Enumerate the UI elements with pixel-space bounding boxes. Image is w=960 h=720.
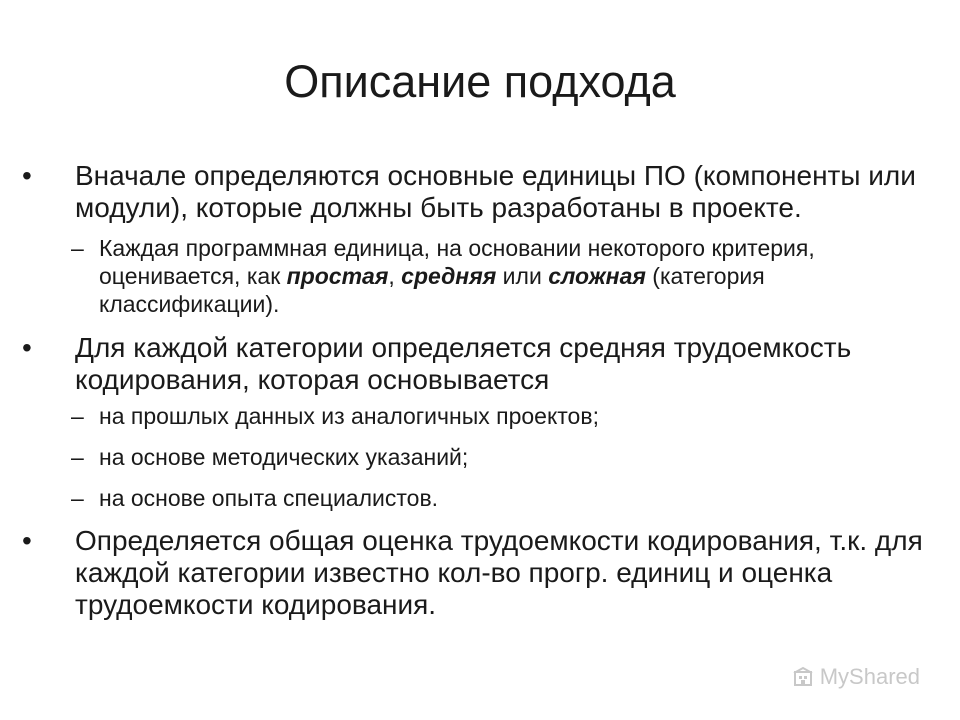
sub-list-item [0,484,960,512]
category-simple: простая [286,263,389,289]
separator: или [496,263,549,289]
separator: , [388,263,402,289]
sub-item-text-end: (категория классификации). [99,263,765,317]
list-item [0,332,960,396]
dash-icon: – [71,485,84,511]
list-item-text: Вначале определяются основные единицы ПО (компоненты или модули), которые должны быть разработаны в проекте. [75,160,916,223]
dash-icon: – [71,403,84,429]
page-title: Описание подхода [284,56,676,107]
sub-list-item [0,443,960,471]
list-item-text: Для каждой категории определяется средняя трудоемкость кодирования, которая основывается [75,332,852,395]
sub-item-text: Каждая программная единица, на основании некоторого критерия, оценивается, как [99,235,815,289]
bullet-icon: • [22,160,32,191]
sub-item-text: на основе опыта специалистов. [99,485,439,511]
sub-list-item [0,234,960,318]
list-item [0,525,960,621]
bullet-icon: • [22,525,32,556]
category-complex: сложная [548,263,646,289]
watermark-text: MyShared [819,664,920,689]
content-body [0,160,960,627]
sub-item-text: на основе методических указаний; [99,444,469,470]
building-icon [792,666,814,688]
list-item-text: Определяется общая оценка трудоемкости кодирования, т.к. для каждой категории известно кол-во прогр. единиц и оценка трудоемкости кодирования. [75,525,923,620]
sub-list-item [0,402,960,430]
watermark [792,664,920,690]
bullet-icon: • [22,332,32,363]
dash-icon: – [71,444,84,470]
list-item [0,160,960,224]
dash-icon: – [71,235,84,261]
category-medium: средняя [401,263,497,289]
sub-item-text: на прошлых данных из аналогичных проектов; [99,403,599,429]
